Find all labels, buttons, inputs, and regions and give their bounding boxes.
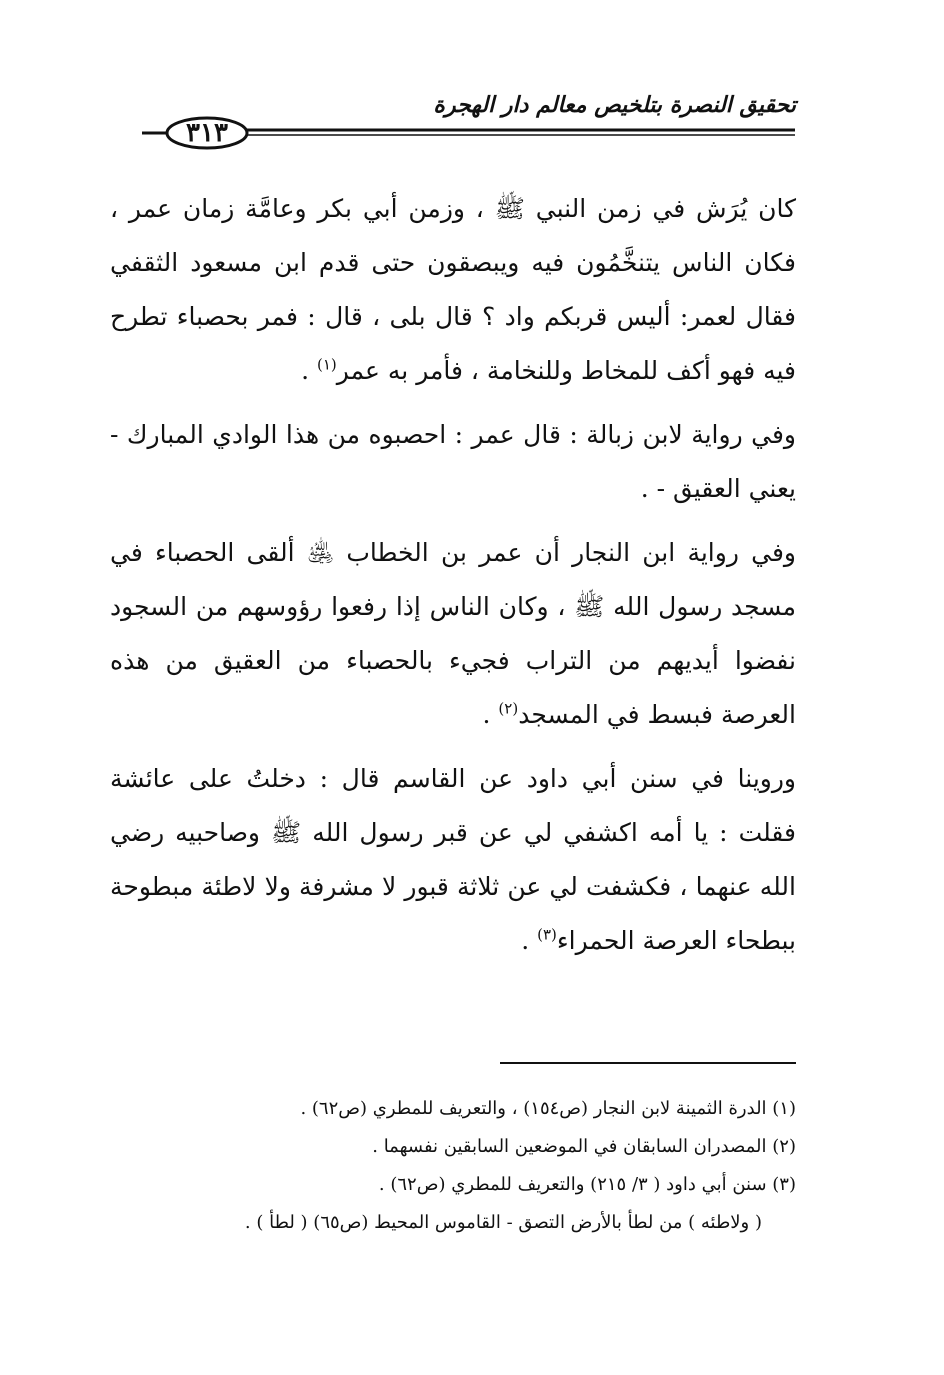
- main-text: [110, 182, 796, 978]
- footnotes-section: [110, 1090, 796, 1242]
- footnote-2: (٢) المصدران السابقان في الموضعين السابقين نفسهما .: [372, 1136, 796, 1157]
- footnote-3-continuation: ( ولاطئه ) من لطأ بالأرض التصق - القاموس المحيط (ص٦٥) ( لطأ ) .: [244, 1212, 762, 1233]
- paragraph-2-text: وفي رواية لابن زبالة : قال عمر : احصبوه من هذا الوادي المبارك - يعني العقيق - .: [110, 420, 796, 503]
- footnote-divider: [500, 1062, 796, 1064]
- paragraph-4: [110, 752, 796, 968]
- paragraph-3-end: .: [482, 700, 499, 729]
- paragraph-3-text: وفي رواية ابن النجار أن عمر بن الخطاب ﵁ ألقى الحصباء في مسجد رسول الله ﷺ ، وكان الناس إذا رفعوا رؤوسهم من السجود نفضوا أيديهم من التراب فجيء بالحصباء من العقيق من هذه العرصة فبسط في المسجد: [110, 538, 796, 729]
- paragraph-1: [110, 182, 796, 398]
- paragraph-4-text: وروينا في سنن أبي داود عن القاسم قال : دخلتُ على عائشة فقلت : يا أمه اكشفي لي عن قبر رسول الله ﷺ وصاحبيه رضي الله عنهما ، فكشفت لي عن ثلاثة قبور لا مشرفة ولا لاطئة مبطوحة ببطحاء العرصة الحمراء: [110, 764, 796, 955]
- running-header-title: تحقيق النصرة بتلخيص معالم دار الهجرة: [433, 92, 796, 118]
- paragraph-4-end: .: [521, 926, 538, 955]
- footnote-marker-2: (٢): [498, 699, 519, 718]
- page-number: ٣١٣: [186, 118, 228, 148]
- paragraph-2: [110, 408, 796, 516]
- paragraph-1-text: كان يُرَش في زمن النبي ﷺ ، وزمن أبي بكر وعامَّة زمان عمر ، فكان الناس يتنخَّمُون فيه ويبصقون حتى قدم ابن مسعود الثقفي فقال لعمر: أليس قربكم واد ؟ قال بلى ، قال : فمر بحصباء تطرح فيه فهو أكف للمخاط وللنخامة ، فأمر به عمر: [110, 194, 796, 385]
- footnote-3: (٣) سنن أبي داود ( ٣/ ٢١٥) والتعريف للمطري (ص٦٢) .: [378, 1174, 796, 1195]
- paragraph-3: [110, 526, 796, 742]
- footnote-marker-1: (١): [317, 355, 337, 374]
- footnote-marker-3: (٣): [537, 925, 557, 944]
- footnote-1: (١) الدرة الثمينة لابن النجار (ص١٥٤) ، والتعريف للمطري (ص٦٢) .: [300, 1098, 796, 1119]
- paragraph-1-end: .: [301, 356, 317, 385]
